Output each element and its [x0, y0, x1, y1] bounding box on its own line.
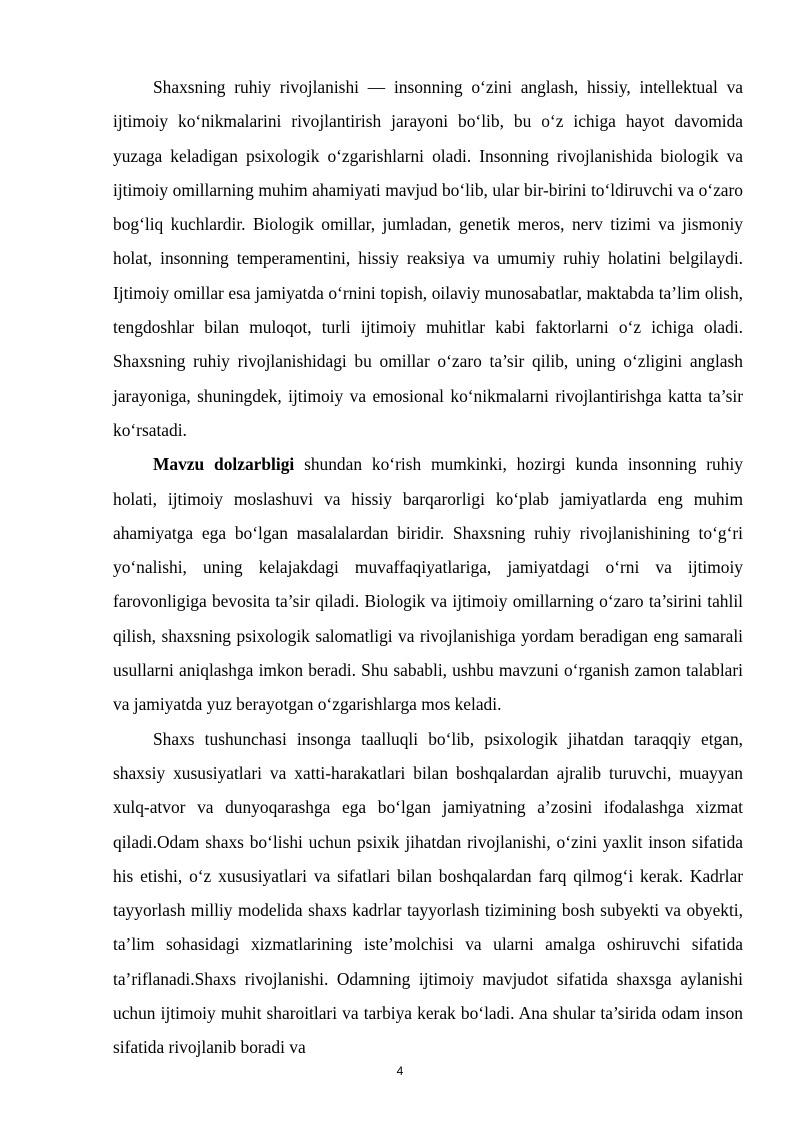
paragraph-personality — [113, 722, 743, 1065]
paragraph-relevance — [113, 447, 743, 721]
paragraph-intro — [113, 70, 743, 447]
paragraph-relevance-text: shundan ko‘rish mumkinki, hozirgi kunda insonning ruhiy holati, ijtimoiy moslashuvi va hissiy barqarorligi ko‘plab jamiyatlarda eng muhim ahamiyatga ega bo‘lgan masalalardan biridir. Shaxsning ruhiy rivojlanishining to‘g‘ri yo‘nalishi, uning kelajakdagi muvaffaqiyatlariga, jamiyatdagi o‘rni va ijtimoiy farovonligiga bevosita ta’sir qiladi. Biologik va ijtimoiy omillarning o‘zaro ta’sirini tahlil qilish, shaxsning psixologik salomatligi va rivojlanishiga yordam beradigan eng samarali usullarni aniqlashga imkon beradi. Shu sababli, ushbu mavzuni o‘rganish zamon talablari va jamiyatda yuz berayotgan o‘zgarishlarga mos keladi. — [113, 454, 743, 715]
paragraph-personality-text: Shaxs tushunchasi insonga taalluqli bo‘lib, psixologik jihatdan taraqqiy etgan, shaxsiy xususiyatlari va xatti-harakatlari bilan boshqalardan ajralib turuvchi, muayyan xulq-atvor va dunyoqarashga ega bo‘lgan jamiyatning a’zosini ifodalashga xizmat qiladi.Odam shaxs bo‘lishi uchun psixik jihatdan rivojlanishi, o‘zini yaxlit inson sifatida his etishi, o‘z xususiyatlari va sifatlari bilan boshqalardan farq qilmog‘i kerak. Kadrlar tayyorlash milliy modelida shaxs kadrlar tayyorlash tizimining bosh subyekti va obyekti, ta’lim sohasidagi xizmatlarining iste’molchisi va ularni amalga oshiruvchi sifatida ta’riflanadi.Shaxs rivojlanishi. Odamning ijtimoiy mavjudot sifatida shaxsga aylanishi uchun ijtimoiy muhit sharoitlari va tarbiya kerak bo‘ladi. Ana shular ta’sirida odam inson sifatida rivojlanib boradi va — [113, 728, 743, 1058]
paragraph-intro-text: Shaxsning ruhiy rivojlanishi — insonning o‘zini anglash, hissiy, intellektual va ijtimoiy ko‘nikmalarini rivojlantirish jarayoni bo‘lib, bu o‘z ichiga hayot davomida yuzaga keladigan psixologik o‘zgarishlarni oladi. Insonning rivojlanishida biologik va ijtimoiy omillarning muhim ahamiyati mavjud bo‘lib, ular bir-birini to‘ldiruvchi va o‘zaro bog‘liq kuchlardir. Biologik omillar, jumladan, genetik meros, nerv tizimi va jismoniy holat, insonning temperamentini, hissiy reaksiya va umumiy ruhiy holatini belgilaydi. Ijtimoiy omillar esa jamiyatda o‘rnini topish, oilaviy munosabatlar, maktabda ta’lim olish, tengdoshlar bilan muloqot, turli ijtimoiy muhitlar kabi faktorlarni o‘z ichiga oladi. Shaxsning ruhiy rivojlanishidagi bu omillar o‘zaro ta’sir qilib, uning o‘zligini anglash jarayoniga, shuningdek, ijtimoiy va emosional ko‘nikmalarni rivojlantirishga katta ta’sir ko‘rsatadi. — [113, 77, 743, 440]
page-number: 4 — [396, 1064, 404, 1078]
relevance-heading: Mavzu dolzarbligi — [153, 454, 295, 475]
body-text — [113, 70, 743, 1065]
